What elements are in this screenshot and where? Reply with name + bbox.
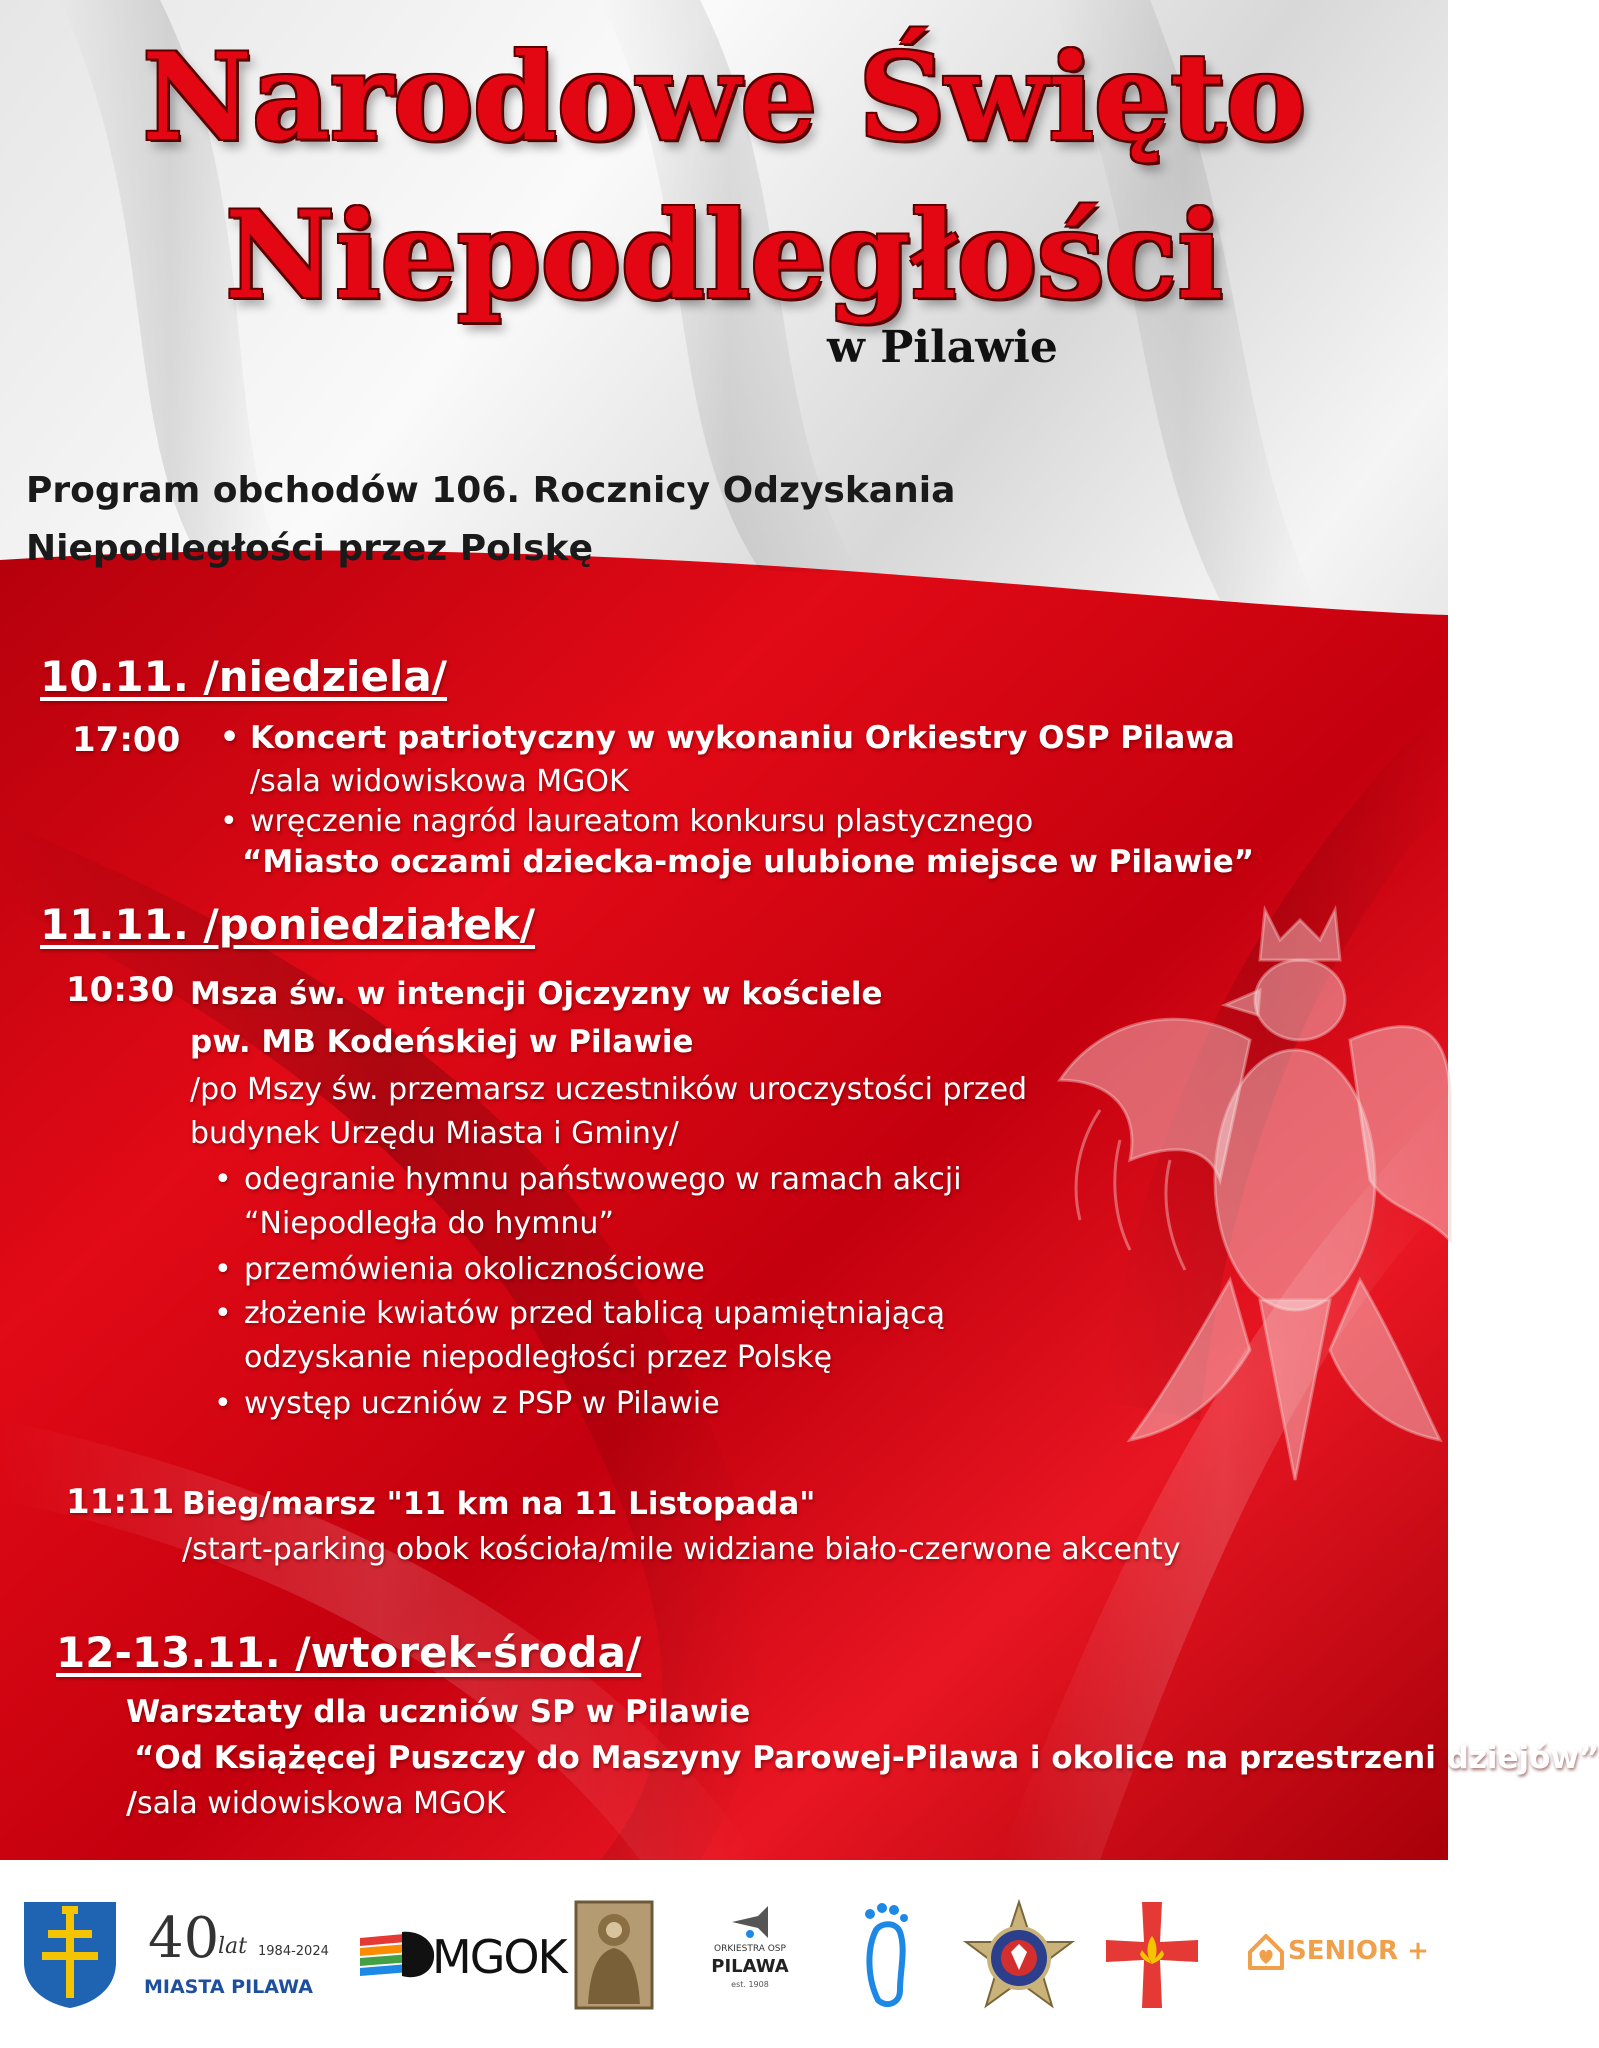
mgok-text: MGOK — [432, 1930, 566, 1984]
day3-date: 12-13.11. /wtorek-środa/ — [56, 1628, 642, 1677]
day2-bullet4: • występ uczniów z PSP w Pilawie — [244, 1386, 720, 1421]
day2-bullet1-line1: • odegranie hymnu państwowego w ramach akcji — [244, 1162, 962, 1197]
40-number: 40 — [148, 1906, 220, 1971]
day2-event1-title-line1: Msza św. w intencji Ojczyzny w kościele — [190, 976, 883, 1012]
title-line2: Niepodległości — [225, 185, 1223, 326]
day3-place-text: sala widowiskowa MGOK — [136, 1786, 506, 1821]
day2-bullet3-line1: • złożenie kwiatów przed tablicą upamiętniającą — [244, 1296, 945, 1331]
eagle-emblem-icon — [1020, 880, 1450, 1500]
day3-place-slash: / — [126, 1786, 137, 1821]
mgok-logo — [358, 1900, 566, 2010]
title-line1: Narodowe Święto — [142, 27, 1306, 168]
miasta-pilawa-label: MIASTA PILAWA — [144, 1976, 313, 1998]
pilawa-coat-of-arms-icon — [22, 1900, 118, 2010]
day3-quote: “Od Książęcej Puszczy do Maszyny Parowej-Pilawa i okolice na przestrzeni dziejów” — [134, 1740, 1599, 1776]
day1-item2-text: • wręczenie nagród laureatom konkursu plastycznego — [250, 804, 1033, 839]
orkiestra-label: ORKIESTRA OSP — [714, 1944, 786, 1954]
years-label: 1984-2024 — [258, 1944, 329, 1959]
day2-event1-note-line1: /po Mszy św. przemarsz uczestników uroczystości przed — [190, 1072, 1028, 1107]
day2-date: 11.11. /poniedziałek/ — [40, 900, 536, 949]
trumpet-icon — [730, 1904, 770, 1940]
senior-plus-logo — [1246, 1900, 1436, 2010]
day2-event2-title: Bieg/marsz "11 km na 11 Listopada" — [182, 1486, 816, 1522]
day2-event1-title-line2: pw. MB Kodeńskiej w Pilawie — [190, 1024, 694, 1060]
madonna-icon — [574, 1900, 654, 2010]
mgok-hand-icon — [358, 1924, 438, 1984]
footprint-icon — [856, 1900, 916, 2010]
day1-item1-place: /sala widowiskowa MGOK — [250, 764, 629, 799]
est-label: est. 1908 — [731, 1980, 769, 1989]
lat-label: lat — [218, 1934, 247, 1959]
day2-event2-time: 11:11 — [66, 1482, 175, 1522]
subtitle: w Pilawie — [827, 322, 1058, 373]
scout-cross-icon — [1104, 1900, 1200, 2010]
orkiestra-osp-logo — [700, 1900, 800, 2010]
day1-date: 10.11. /niedziela/ — [40, 652, 448, 701]
firefighters-emblem-icon — [964, 1900, 1074, 2010]
day2-bullet1-line2: “Niepodległa do hymnu” — [244, 1206, 614, 1241]
day3-place — [126, 1786, 506, 1821]
day3-title: Warsztaty dla uczniów SP w Pilawie — [126, 1694, 751, 1730]
40-lat-miasta-pilawa-logo — [140, 1900, 330, 2010]
footer-logos — [0, 1860, 1448, 2048]
day2-event1-time: 10:30 — [66, 970, 175, 1010]
day2-bullet3-line2: odzyskanie niepodległości przez Polskę — [244, 1340, 833, 1375]
day1-time: 17:00 — [72, 720, 181, 760]
intro-line2: Niepodległości przez Polskę — [26, 528, 594, 569]
day2-event1-note-line2: budynek Urzędu Miasta i Gminy/ — [190, 1116, 679, 1151]
day1-item1-title: • Koncert patriotyczny w wykonaniu Orkiestry OSP Pilawa — [250, 720, 1235, 756]
senior-plus-text: SENIOR + — [1288, 1936, 1429, 1966]
day1-item2-quote: “Miasto oczami dziecka-moje ulubione miejsce w Pilawie” — [242, 844, 1255, 880]
day2-event2-note: /start-parking obok kościoła/mile widziane biało-czerwone akcenty — [182, 1532, 1181, 1567]
intro-line1: Program obchodów 106. Rocznicy Odzyskania — [26, 470, 956, 511]
house-heart-icon — [1246, 1932, 1286, 1972]
intro-text — [26, 462, 1126, 578]
day2-bullet2: • przemówienia okolicznościowe — [244, 1252, 705, 1287]
pilawa-label: PILAWA — [711, 1956, 789, 1977]
